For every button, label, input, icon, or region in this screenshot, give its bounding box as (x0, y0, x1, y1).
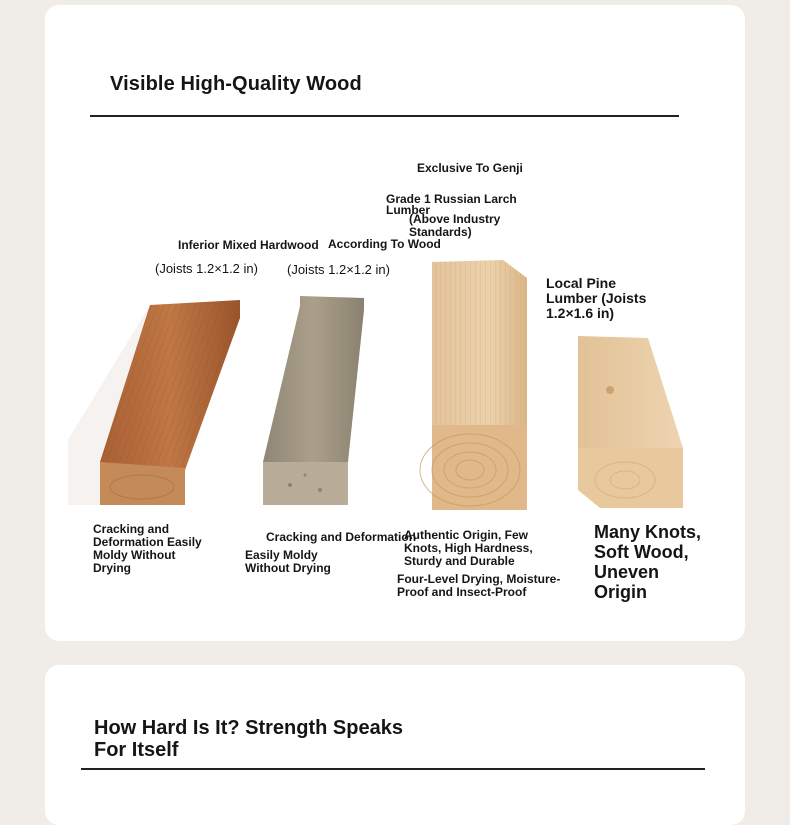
wood-piece-inferior-hardwood (68, 300, 240, 505)
wood-piece-local-pine (578, 336, 683, 508)
wood-piece-russian-larch (420, 260, 527, 510)
wood-piece-according-to-wood (263, 296, 364, 505)
according-to-wood-note-top: Cracking and Deformation (266, 530, 417, 544)
russian-larch-drying-note: Four-Level Drying, Moisture-Proof and Insect-Proof (397, 572, 561, 599)
title-divider (81, 768, 705, 770)
according-to-wood-label: According To Wood (328, 237, 441, 251)
russian-larch-standards: (Above Industry Standards) (409, 212, 501, 239)
russian-larch-note: Authentic Origin, Few Knots, High Hardness, Sturdy and Durable (404, 528, 533, 568)
according-to-wood-size: (Joists 1.2×1.2 in) (287, 262, 390, 277)
inferior-hardwood-label: Inferior Mixed Hardwood (178, 238, 319, 252)
strength-card (45, 665, 745, 825)
section-title: How Hard Is It? Strength Speaks For Itself (94, 717, 403, 761)
russian-larch-label: Grade 1 Russian Larch Lumber (386, 192, 517, 217)
exclusive-badge: Exclusive To Genji (417, 161, 523, 175)
according-to-wood-note: Easily Moldy Without Drying (245, 548, 331, 575)
inferior-hardwood-size: (Joists 1.2×1.2 in) (155, 261, 258, 276)
local-pine-label: Local Pine Lumber (Joists 1.2×1.6 in) (546, 275, 647, 321)
section-title: Visible High-Quality Wood (110, 73, 362, 95)
inferior-hardwood-note: Cracking and Deformation Easily Moldy Without Drying (93, 522, 202, 575)
local-pine-note: Many Knots, Soft Wood, Uneven Origin (594, 522, 702, 602)
